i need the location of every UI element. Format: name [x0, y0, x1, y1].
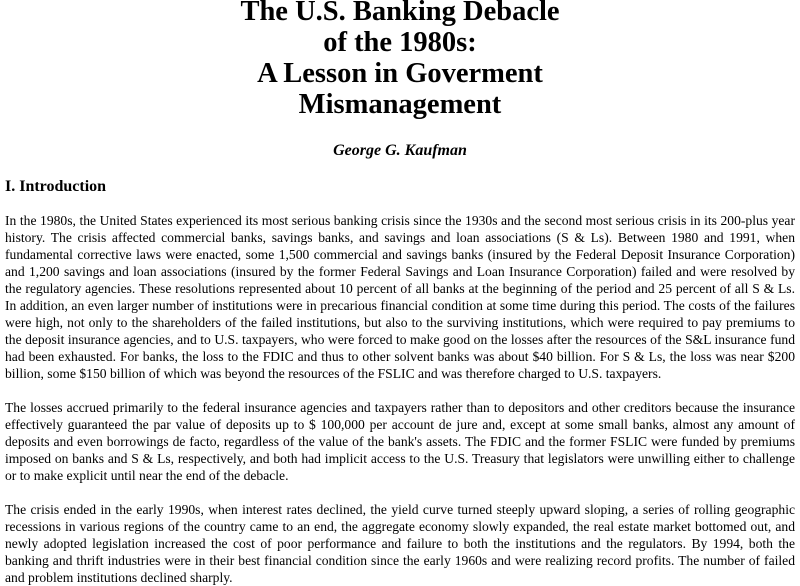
title-line: The U.S. Banking Debacle — [240, 0, 560, 27]
paragraph: The losses accrued primarily to the federal insurance agencies and taxpayers rather than to depositors and other creditors because the insurance effectively guaranteed the par value of deposits up to $ 100,000 per account de jure and, except at some small banks, almost any amount of deposits and even borrowings de facto, regardless of the value of the bank's assets. The FDIC and the former FSLIC were funded by premiums imposed on banks and S & Ls, respectively, and both had implicit access to the U.S. Treasury that legislators were unwilling either to challenge or to make explicit until near the end of the debacle. — [5, 400, 795, 483]
author: George G. Kaufman — [333, 142, 467, 159]
paragraph: The crisis ended in the early 1990s, when interest rates declined, the yield curve turned steeply upward sloping, a series of rolling geographic recessions in various regions of the country came to an end, the aggregate economy slowly expanded, the real estate market bottomed out, and newly adopted legislation increased the cost of poor performance and failure to both the institutions and the regulators. By 1994, both the banking and thrift industries were in their best financial condition since the early 1960s and were realizing record profits. The number of failed and problem institutions declined sharply. — [5, 502, 795, 585]
title-line: A Lesson in Goverment — [257, 58, 543, 89]
section-heading: I. Introduction — [5, 178, 107, 195]
title-line: of the 1980s: — [323, 27, 477, 58]
document-title — [5, 0, 795, 120]
title-line: Mismanagement — [298, 89, 502, 120]
paragraph: In the 1980s, the United States experienced its most serious banking crisis since the 1930s and the second most serious crisis in its 200-plus year history. The crisis affected commercial banks, savings banks, and savings and loan associations (S & Ls). Between 1980 and 1991, when fundamental corrective laws were enacted, some 1,500 commercial and savings banks (insured by the Federal Deposit Insurance Corporation) and 1,200 savings and loan associations (insured by the former Federal Savings and Loan Insurance Corporation) failed and were resolved by the regulatory agencies. These resolutions represented about 10 percent of all banks at the beginning of the period and 25 percent of all S & Ls. In addition, an even larger number of institutions were in precarious financial condition at some time during this period. The costs of the failures were high, not only to the shareholders of the failed institutions, but also to the surviving institutions, which were required to pay premiums to the deposit insurance agencies, and to U.S. taxpayers, who were forced to make good on the losses after the resources of the S&L insurance fund had been exhausted. For banks, the loss to the FDIC and thus to other solvent banks was about $40 billion. For S & Ls, the loss was near $200 billion, some $150 billion of which was beyond the resources of the FSLIC and was therefore charged to U.S. taxpayers. — [5, 213, 795, 381]
